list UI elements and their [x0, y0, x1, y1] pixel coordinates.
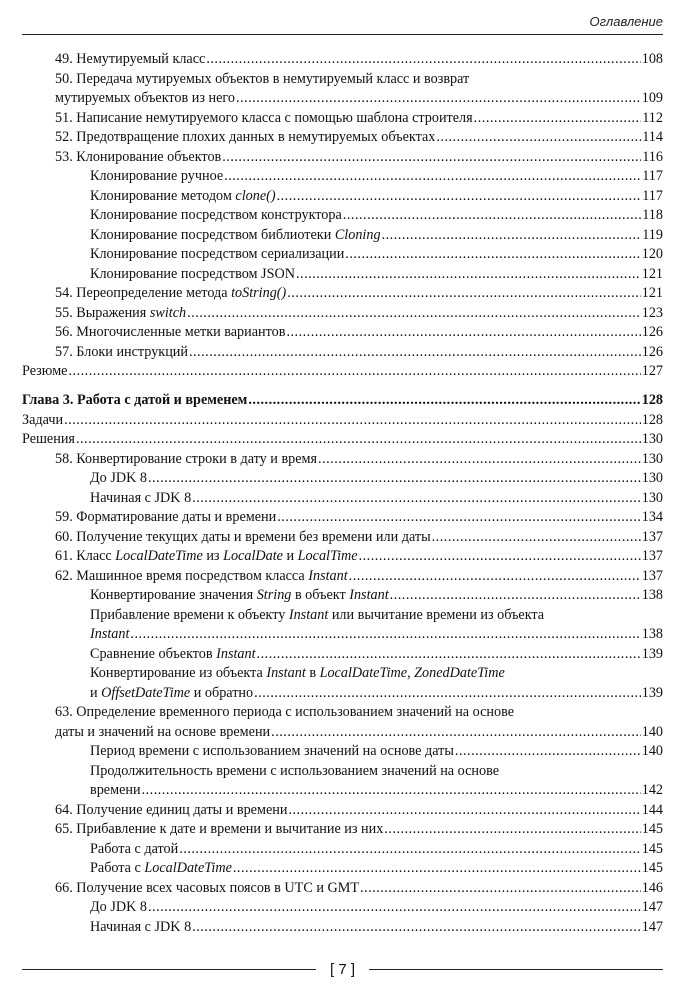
toc-page-number: 134	[641, 509, 663, 525]
toc-page-number: 140	[641, 723, 663, 740]
toc-entry[interactable]	[22, 323, 663, 343]
toc-page-number: 130	[641, 470, 663, 486]
toc-leader-dots	[148, 898, 641, 918]
toc-leader-dots	[474, 109, 642, 129]
footer-rule-right	[369, 969, 663, 970]
toc-leader-dots	[359, 547, 641, 567]
toc-leader-dots	[236, 89, 641, 109]
toc-entry-first-line	[22, 762, 663, 782]
toc-leader-dots	[257, 645, 641, 665]
toc-entry-text-part: Клонирование посредством JSON	[90, 265, 295, 282]
toc-leader-dots	[277, 508, 641, 528]
toc-entry-title	[90, 167, 223, 187]
toc-leader-dots	[382, 226, 642, 246]
toc-entry-text-part: ZonedDateTime	[414, 665, 505, 681]
toc-entry-text-part: Глава 3. Работа с датой и временем	[22, 392, 248, 408]
toc-entry-text-part: 65. Прибавление к дате и времени и вычитание из них	[55, 821, 384, 837]
toc-entry[interactable]	[22, 206, 663, 226]
toc-entry-first-line	[22, 70, 663, 90]
toc-page-number: 139	[641, 645, 663, 662]
toc-entry-text-part: LocalTime	[297, 548, 358, 564]
toc-entry[interactable]	[22, 625, 663, 645]
toc-entry-title	[90, 840, 178, 860]
toc-leader-dots	[432, 528, 641, 548]
toc-leader-dots	[222, 148, 641, 168]
toc-entry-title	[90, 226, 381, 246]
toc-leader-dots	[288, 801, 640, 821]
toc-leader-dots	[192, 489, 641, 509]
toc-page-number: 138	[641, 626, 663, 642]
toc-entry-text-part: Конвертирование из объекта	[90, 665, 267, 681]
toc-entry-title	[90, 489, 191, 509]
toc-entry-text-part: и	[282, 548, 298, 564]
toc-leader-dots	[287, 284, 640, 304]
toc-entry[interactable]	[22, 645, 663, 665]
toc-page-number: 123	[641, 304, 663, 321]
toc-entry[interactable]	[22, 109, 663, 129]
toc-entry[interactable]	[22, 820, 663, 840]
toc-leader-dots	[384, 820, 640, 840]
toc-entry-text-part: Instant	[288, 606, 329, 623]
toc-entry-title	[55, 723, 270, 743]
toc-entry[interactable]	[22, 586, 663, 606]
toc-entry[interactable]	[22, 187, 663, 207]
toc-leader-dots	[286, 323, 640, 343]
toc-leader-dots	[206, 50, 640, 70]
toc-entry-text-part: 56. Многочисленные метки вариантов	[55, 324, 286, 340]
toc-leader-dots	[436, 128, 641, 148]
toc-leader-dots	[130, 625, 640, 645]
toc-entry[interactable]	[22, 801, 663, 821]
toc-entry-text-part: Cloning	[334, 226, 381, 243]
toc-entry-text-part: Работа с	[90, 860, 145, 876]
toc-entry-text-part: LocalDateTime	[115, 548, 203, 564]
toc-entry[interactable]	[22, 50, 663, 70]
toc-entry-text-part: 52. Предотвращение плохих данных в немутируемых объектах	[55, 129, 436, 145]
toc-entry-text-part: Конвертирование значения	[90, 587, 257, 603]
table-of-contents	[22, 50, 663, 937]
toc-entry-text-part: Начиная с JDK 8	[90, 489, 192, 506]
toc-leader-dots	[248, 391, 640, 411]
toc-page-number: 117	[642, 187, 663, 204]
toc-entry-text-part: OffsetDateTime	[101, 684, 191, 701]
toc-entry-text-part: Клонирование посредством сериализации	[90, 246, 345, 262]
toc-entry-text-part: Работа с датой	[90, 840, 179, 857]
toc-entry-title	[90, 206, 342, 226]
toc-entry-title	[90, 918, 191, 938]
toc-entry[interactable]	[22, 859, 663, 879]
toc-entry-text-part: Прибавление времени к объекту	[90, 606, 289, 623]
toc-entry-text-part: Начиная с JDK 8	[90, 918, 192, 935]
toc-entry-title	[55, 567, 348, 587]
toc-leader-dots	[343, 206, 641, 226]
toc-page-number: 145	[641, 821, 663, 837]
toc-leader-dots	[271, 723, 641, 743]
toc-entry-title	[22, 391, 247, 411]
toc-entry-title	[55, 323, 285, 343]
toc-entry-text-part: LocalDate	[223, 548, 283, 564]
toc-entry[interactable]	[22, 245, 663, 265]
toc-page-number: 137	[641, 567, 663, 584]
toc-entry-title	[55, 343, 188, 363]
toc-entry-text-part: из	[202, 548, 224, 564]
toc-entry-text-part: Задачи	[22, 411, 64, 428]
toc-page-number: 116	[642, 148, 663, 165]
toc-page-number: 127	[641, 363, 663, 379]
toc-entry[interactable]	[22, 430, 663, 450]
toc-entry-text-part: Сравнение объектов	[90, 645, 217, 662]
toc-page-number: 118	[642, 207, 663, 223]
toc-entry-text-part: Резюме	[22, 363, 68, 379]
page-number: [ 7 ]	[330, 961, 356, 978]
toc-page-number: 137	[641, 528, 663, 545]
toc-entry-first-line	[22, 703, 663, 723]
toc-entry[interactable]	[22, 840, 663, 860]
toc-entry[interactable]	[22, 343, 663, 363]
toc-entry-title	[22, 430, 75, 450]
toc-entry-first-line	[22, 664, 663, 684]
toc-entry-title	[22, 362, 67, 382]
toc-entry-text-part: clone()	[235, 187, 276, 204]
toc-entry-title	[55, 89, 235, 109]
toc-page-number: 147	[641, 899, 663, 915]
toc-entry-text-part: 58. Конвертирование строки в дату и время	[55, 450, 318, 467]
toc-page-number: 109	[641, 90, 663, 106]
toc-entry-text-part: 51. Написание немутируемого класса с помощью шаблона строителя	[55, 109, 473, 126]
toc-entry-text-part: toString()	[231, 285, 287, 301]
running-header-title: Оглавление	[589, 14, 663, 29]
toc-entry-text-part: времени	[90, 782, 141, 798]
toc-entry-text-part: Instant	[349, 587, 389, 603]
toc-entry-text-part: 55. Выражения	[55, 304, 150, 321]
toc-leader-dots	[187, 304, 641, 324]
toc-entry-text-part: LocalDateTime	[319, 665, 408, 681]
toc-entry-text-part: мутируемых объектов из него	[55, 90, 235, 106]
toc-entry[interactable]	[22, 226, 663, 246]
toc-entry-text-part: Клонирование ручное	[90, 168, 224, 184]
toc-entry[interactable]	[22, 567, 663, 587]
toc-entry-text-part: Продолжительность времени с использованием значений на основе	[90, 762, 499, 779]
toc-entry-text-part: и обратно	[190, 684, 254, 701]
toc-page-number: 146	[641, 879, 663, 896]
toc-entry-text-part: 63. Определение временного периода с использованием значений на основе	[55, 704, 514, 720]
toc-entry[interactable]	[22, 128, 663, 148]
toc-leader-dots	[224, 167, 641, 187]
toc-entry-title	[55, 528, 431, 548]
toc-leader-dots	[345, 245, 640, 265]
toc-entry-text-part: даты и значений на основе времени	[55, 723, 271, 740]
toc-entry[interactable]	[22, 918, 663, 938]
toc-entry-text-part: 60. Получение текущих даты и времени без времени или даты	[55, 528, 431, 545]
header-rule	[22, 34, 663, 35]
toc-leader-dots	[360, 879, 641, 899]
toc-entry[interactable]	[22, 879, 663, 899]
toc-leader-dots	[277, 187, 642, 207]
toc-page-number: 140	[641, 743, 663, 759]
toc-entry-title	[55, 50, 205, 70]
toc-entry-title	[55, 304, 186, 324]
toc-entry[interactable]	[22, 528, 663, 548]
toc-entry-text-part: в	[305, 665, 320, 681]
toc-leader-dots	[254, 684, 641, 704]
toc-entry-text-part: 50. Передача мутируемых объектов в немутируемый класс и возврат	[55, 70, 470, 87]
toc-entry-title	[55, 820, 383, 840]
toc-page-number: 147	[641, 918, 663, 935]
toc-entry-title	[55, 508, 276, 528]
toc-leader-dots	[318, 450, 641, 470]
toc-leader-dots	[179, 840, 640, 860]
toc-entry[interactable]	[22, 265, 663, 285]
toc-entry-text-part: 49. Немутируемый класс	[55, 51, 206, 67]
toc-page-number: 142	[641, 782, 663, 798]
toc-entry-title	[55, 879, 359, 899]
toc-entry-text-part: Клонирование посредством библиотеки	[90, 226, 335, 243]
toc-entry-title	[55, 128, 435, 148]
toc-entry-text-part: и	[90, 684, 102, 701]
toc-entry-text-part: 59. Форматирование даты и времени	[55, 509, 277, 525]
toc-entry-text-part: До JDK 8	[90, 470, 147, 486]
toc-entry-text-part: 54. Переопределение метода	[55, 285, 232, 301]
toc-page-number: 128	[641, 411, 663, 428]
toc-entry-text-part: ,	[407, 665, 415, 681]
toc-leader-dots	[390, 586, 641, 606]
toc-entry-text-part: 66. Получение всех часовых поясов в UTC и GMT	[55, 879, 360, 896]
toc-entry[interactable]	[22, 547, 663, 567]
toc-leader-dots	[148, 469, 641, 489]
toc-page-number: 144	[641, 801, 663, 818]
toc-entry-title	[90, 684, 253, 704]
toc-page-number: 130	[641, 489, 663, 506]
toc-entry[interactable]	[22, 508, 663, 528]
toc-entry-text-part: Instant	[266, 665, 306, 681]
toc-entry-title	[90, 859, 232, 879]
toc-entry[interactable]	[22, 284, 663, 304]
toc-page-number: 128	[641, 392, 663, 408]
toc-entry-title	[90, 781, 141, 801]
toc-entry-text-part: switch	[149, 304, 187, 321]
toc-entry-text-part: Решения	[22, 431, 75, 447]
toc-entry-title	[55, 801, 287, 821]
toc-entry[interactable]	[22, 898, 663, 918]
toc-entry-title	[90, 245, 344, 265]
toc-page-number: 137	[641, 548, 663, 564]
toc-entry[interactable]	[22, 781, 663, 801]
toc-leader-dots	[233, 859, 641, 879]
toc-entry-title	[90, 898, 147, 918]
toc-entry-text-part: String	[256, 587, 292, 603]
toc-leader-dots	[189, 343, 641, 363]
toc-entry[interactable]	[22, 362, 663, 382]
toc-entry-text-part: Instant	[308, 567, 348, 584]
toc-page-number: 121	[641, 265, 663, 282]
toc-page-number: 145	[641, 860, 663, 876]
toc-leader-dots	[455, 742, 641, 762]
toc-entry[interactable]	[22, 411, 663, 431]
toc-page-number: 119	[642, 226, 663, 243]
toc-entry-text-part: 64. Получение единиц даты и времени	[55, 801, 288, 818]
toc-entry-title	[90, 625, 129, 645]
toc-entry[interactable]	[22, 723, 663, 743]
toc-entry-text-part: Instant	[216, 645, 256, 662]
toc-page-number: 139	[641, 684, 663, 701]
toc-entry-title	[90, 742, 454, 762]
toc-entry[interactable]	[22, 148, 663, 168]
toc-page-number: 130	[641, 431, 663, 447]
toc-entry-text-part: LocalDateTime	[144, 860, 232, 876]
toc-page-number: 126	[641, 324, 663, 340]
toc-leader-dots	[192, 918, 641, 938]
toc-entry-title	[90, 645, 256, 665]
toc-leader-dots	[68, 362, 640, 382]
toc-leader-dots	[349, 567, 641, 587]
toc-entry[interactable]	[22, 391, 663, 411]
toc-page-number: 145	[641, 840, 663, 857]
toc-entry-title	[22, 411, 63, 431]
toc-entry-title	[90, 586, 389, 606]
toc-entry-text-part: 53. Клонирование объектов	[55, 148, 222, 165]
toc-entry[interactable]	[22, 742, 663, 762]
toc-entry-text-part: Клонирование посредством конструктора	[90, 207, 342, 223]
toc-entry-first-line	[22, 606, 663, 626]
toc-entry-text-part: 61. Класс	[55, 548, 116, 564]
toc-entry-text-part: 62. Машинное время посредством класса	[55, 567, 309, 584]
toc-leader-dots	[296, 265, 641, 285]
page-footer	[22, 961, 663, 978]
toc-entry-title	[55, 450, 317, 470]
toc-entry-text-part: Период времени с использованием значений на основе даты	[90, 743, 454, 759]
toc-entry[interactable]	[22, 684, 663, 704]
footer-rule-left	[22, 969, 316, 970]
toc-leader-dots	[142, 781, 641, 801]
toc-entry-text-part: или вычитание времени из объекта	[328, 606, 545, 623]
toc-entry-text-part: 57. Блоки инструкций	[55, 343, 188, 360]
toc-page-number: 130	[641, 450, 663, 467]
toc-page-number: 117	[642, 168, 663, 184]
toc-page-number: 108	[641, 51, 663, 67]
toc-page-number: 120	[641, 246, 663, 262]
toc-entry[interactable]	[22, 167, 663, 187]
toc-page-number: 112	[642, 109, 663, 126]
toc-page-number: 138	[641, 587, 663, 603]
toc-entry[interactable]	[22, 469, 663, 489]
toc-entry-text-part: Instant	[90, 626, 130, 642]
toc-entry-title	[55, 109, 473, 129]
toc-entry-text-part: в объект	[291, 587, 350, 603]
toc-page-number: 114	[642, 129, 663, 145]
toc-page-number: 121	[641, 285, 663, 301]
toc-entry-title	[55, 284, 286, 304]
toc-entry[interactable]	[22, 489, 663, 509]
toc-entry-title	[55, 148, 221, 168]
toc-entry-text-part: До JDK 8	[90, 899, 147, 915]
toc-entry[interactable]	[22, 89, 663, 109]
toc-entry[interactable]	[22, 450, 663, 470]
toc-entry-title	[90, 187, 276, 207]
toc-leader-dots	[64, 411, 641, 431]
toc-entry[interactable]	[22, 304, 663, 324]
toc-entry-title	[90, 265, 295, 285]
toc-entry-title	[55, 547, 358, 567]
toc-entry-text-part: Клонирование методом	[90, 187, 236, 204]
toc-page-number: 126	[641, 343, 663, 360]
toc-leader-dots	[76, 430, 641, 450]
toc-entry-title	[90, 469, 147, 489]
